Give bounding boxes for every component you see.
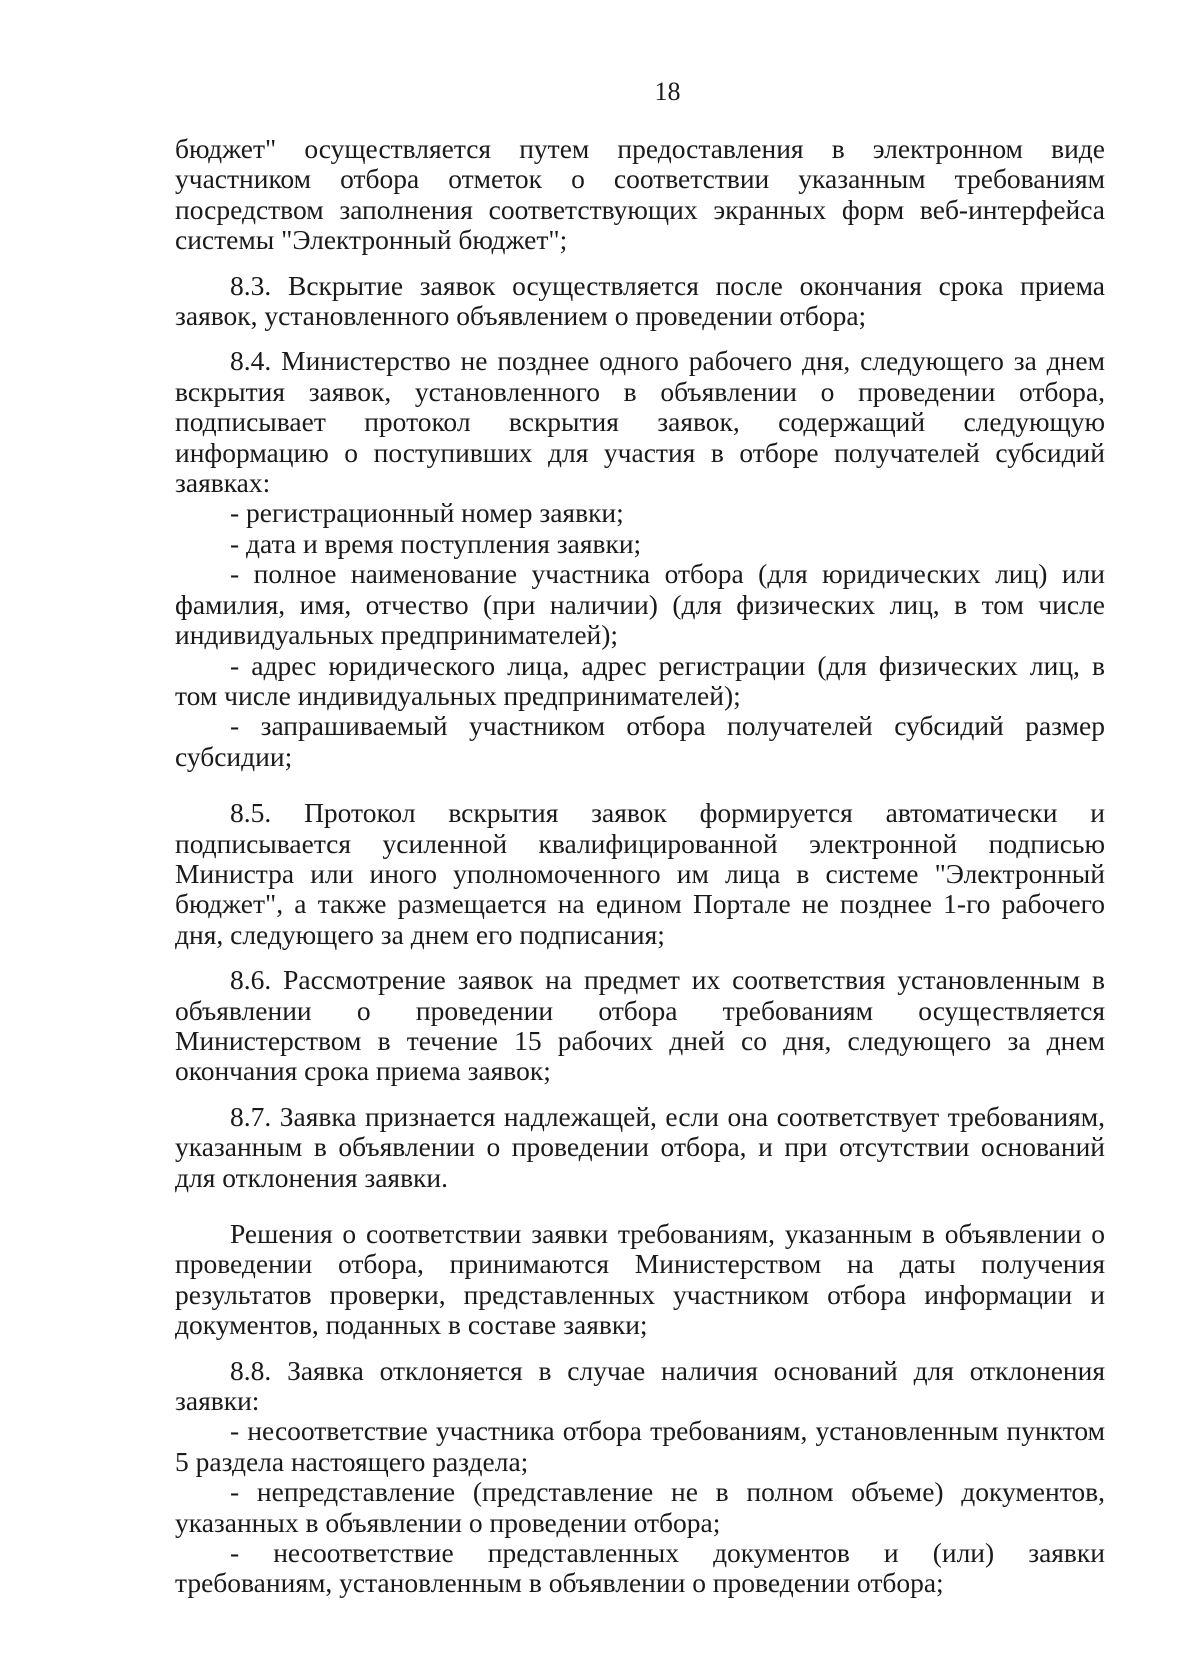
- list-item-full-name: - полное наименование участника отбора (для юридических лиц) или фамилия, имя, отчество (при наличии) (для физических лиц, в том числе индивидуальных предпринимателей);: [175, 558, 1105, 651]
- page-number: 18: [654, 77, 681, 106]
- list-item-nonconformity-documents: - несоответствие представленных документов и (или) заявки требованиям, установленным в объявлении о проведении отбора;: [175, 1537, 1105, 1599]
- paragraph-continuation: бюджет" осуществляется путем предоставления в электронном виде участником отбора отметок о соответствии указанным требованиям посредством заполнения соответствующих экранных форм веб-интерфейса системы "Электронный бюджет";: [175, 133, 1105, 256]
- paragraph-8-8: 8.8. Заявка отклоняется в случае наличия оснований для отклонения заявки:: [175, 1354, 1105, 1417]
- paragraph-8-4: 8.4. Министерство не позднее одного рабочего дня, следующего за днем вскрытия заявок, установленного в объявлении о проведении отбора, подписывает протокол вскрытия заявок, содержащий следующую информацию о поступивших для участия в отборе получателей субсидий заявках:: [175, 345, 1105, 499]
- list-item-nonconformity-participant: - несоответствие участника отбора требованиям, установленным пунктом 5 раздела настоящего раздела;: [175, 1415, 1105, 1477]
- paragraph-8-3: 8.3. Вскрытие заявок осуществляется после окончания срока приема заявок, установленного объявлением о проведении отбора;: [175, 269, 1105, 332]
- paragraph-8-5: 8.5. Протокол вскрытия заявок формируется автоматически и подписывается усиленной квалифицированной электронной подписью Министра или иного уполномоченного им лица в системе "Электронный бюджет", а также размещается на едином Портале не позднее 1-го рабочего дня, следующего за днем его подписания;: [175, 797, 1105, 950]
- list-item-date-time: - дата и время поступления заявки;: [230, 527, 642, 559]
- paragraph-8-7: 8.7. Заявка признается надлежащей, если она соответствует требованиям, указанным в объявлении о проведении отбора, и при отсутствии оснований для отклонения заявки.: [175, 1100, 1105, 1193]
- list-item-subsidy-amount: - запрашиваемый участником отбора получателей субсидий размер субсидии;: [175, 710, 1105, 772]
- document-body: [175, 134, 1105, 1599]
- list-item-address: - адрес юридического лица, адрес регистрации (для физических лиц, в том числе индивидуальных предпринимателей);: [175, 649, 1105, 711]
- list-item-registration-number: - регистрационный номер заявки;: [230, 497, 624, 529]
- list-item-missing-documents: - непредставление (представление не в полном объеме) документов, указанных в объявлении о проведении отбора;: [175, 1476, 1105, 1538]
- paragraph-8-6: 8.6. Рассмотрение заявок на предмет их соответствия установленным в объявлении о проведении отбора требованиям осуществляется Министерством в течение 15 рабочих дней со дня, следующего за днем окончания срока приема заявок;: [175, 964, 1105, 1087]
- paragraph-decisions: Решения о соответствии заявки требованиям, указанным в объявлении о проведении отбора, принимаются Министерством на даты получения результатов проверки, представленных участником отбора информации и документов, поданных в составе заявки;: [175, 1218, 1105, 1341]
